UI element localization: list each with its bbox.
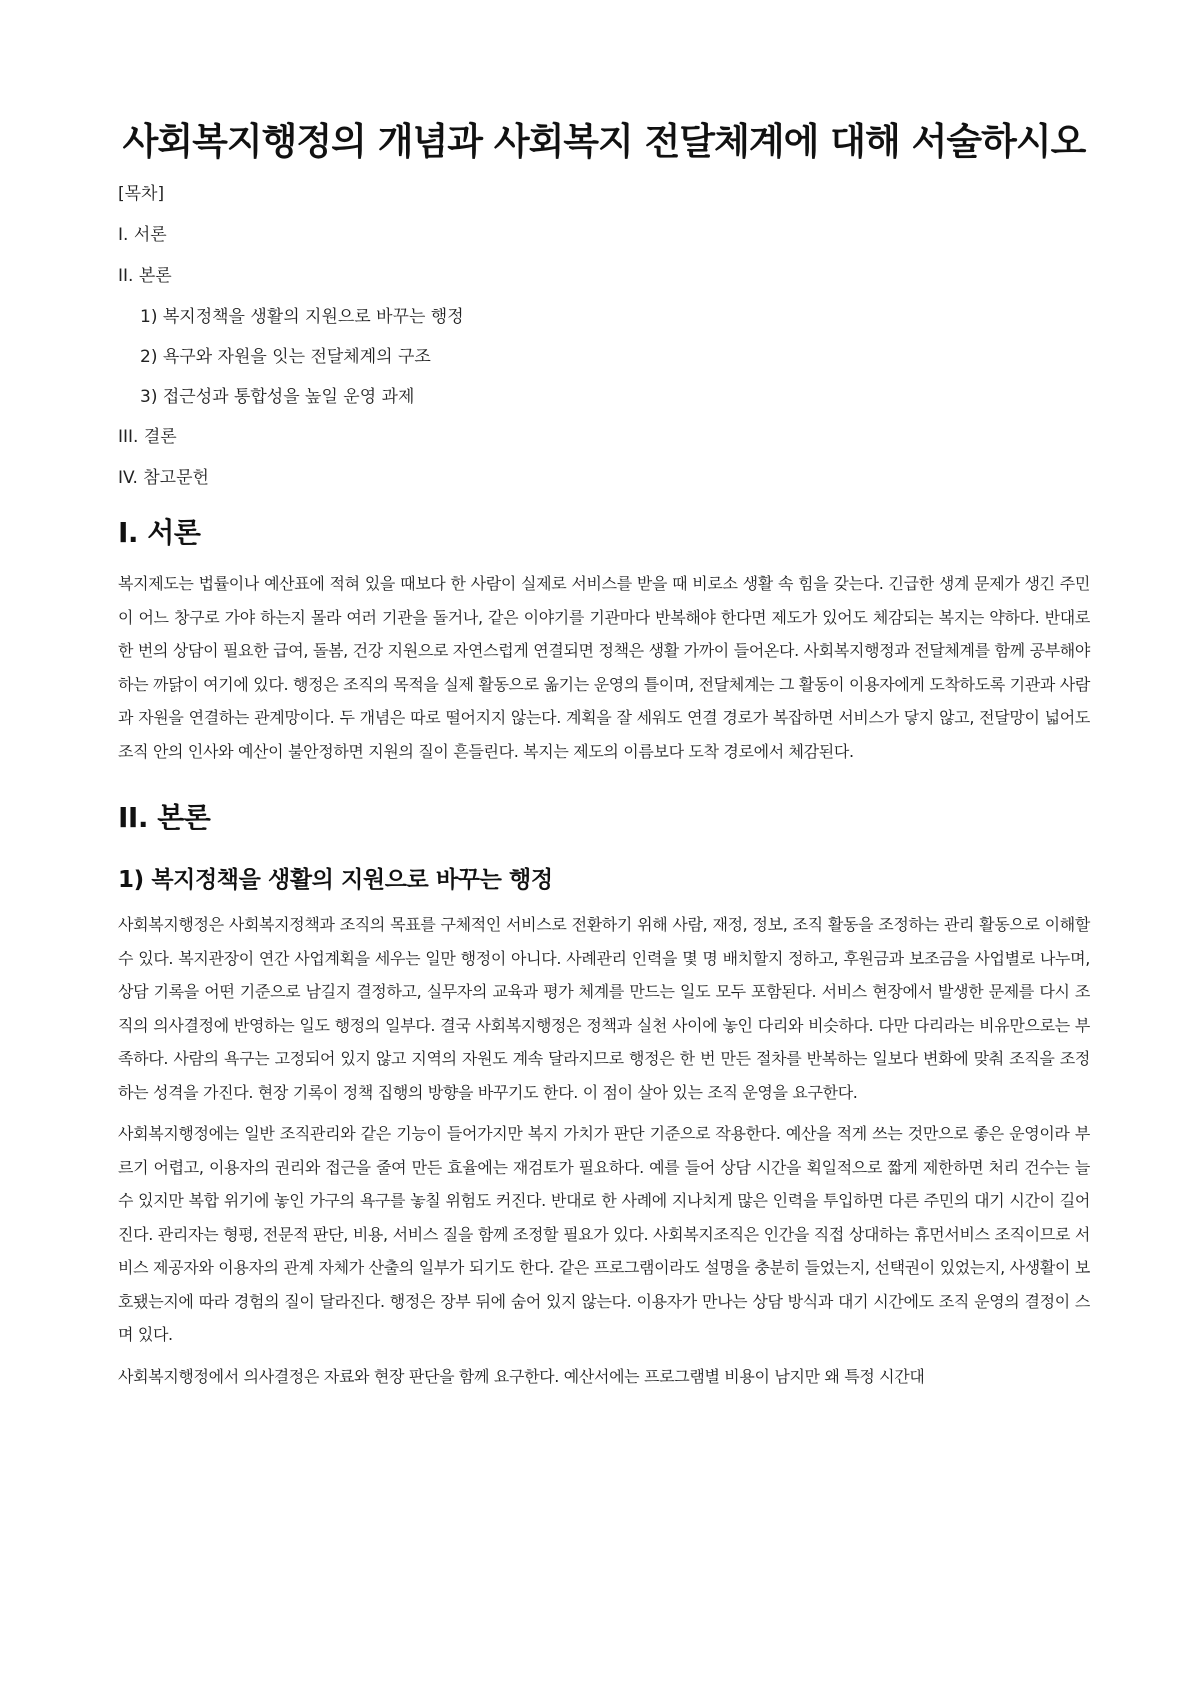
toc-item-conclusion: III. 결론 <box>118 427 177 447</box>
section-heading-intro: I. 서론 <box>118 516 201 549</box>
section-body <box>118 800 1090 1393</box>
toc-subitem-2: 2) 욕구와 자원을 잇는 전달체계의 구조 <box>140 347 431 367</box>
toc-item-body: II. 본론 <box>118 266 172 286</box>
toc-subitem-3: 3) 접근성과 통합성을 높일 운영 과제 <box>140 387 415 407</box>
toc-item-intro: I. 서론 <box>118 225 167 245</box>
section-heading-body: II. 본론 <box>118 801 211 834</box>
document-title: 사회복지행정의 개념과 사회복지 전달체계에 대해 서술하시오 <box>122 120 1086 163</box>
body-paragraph: 사회복지행정에는 일반 조직관리와 같은 기능이 들어가지만 복지 가치가 판단 기준으로 작용한다. 예산을 적게 쓰는 것만으로 좋은 운영이라 부르기 어렵고, 이용자의 권리와 접근을 줄여 만든 효율에는 재검토가 필요하다. 예를 들어 상담 시간을 획일적으로 짧게 제한하면 처리 건수는 늘 수 있지만 복합 위기에 놓인 가구의 욕구를 놓칠 위험도 커진다. 반대로 한 사례에 지나치게 많은 인력을 투입하면 다른 주민의 대기 시간이 길어진다. 관리자는 형평, 전문적 판단, 비용, 서비스 질을 함께 조정할 필요가 있다. 사회복지조직은 인간을 직접 상대하는 휴먼서비스 조직이므로 서비스 제공자와 이용자의 관계 자체가 산출의 일부가 되기도 한다. 같은 프로그램이라도 설명을 충분히 들었는지, 선택권이 있었는지, 사생활이 보호됐는지에 따라 경험의 질이 달라진다. 행정은 장부 뒤에 숨어 있지 않는다. 이용자가 만나는 상담 방식과 대기 시간에도 조직 운영의 결정이 스며 있다. <box>118 1124 1090 1344</box>
subsection-heading-1: 1) 복지정책을 생활의 지원으로 바꾸는 행정 <box>118 867 553 893</box>
section-intro <box>118 515 1090 768</box>
toc-heading: [목차] <box>118 184 165 204</box>
toc-item-references: IV. 참고문헌 <box>118 468 209 488</box>
body-paragraph: 사회복지행정에서 의사결정은 자료와 현장 판단을 함께 요구한다. 예산서에는 프로그램별 비용이 남지만 왜 특정 시간대 <box>118 1366 925 1386</box>
body-paragraph: 사회복지행정은 사회복지정책과 조직의 목표를 구체적인 서비스로 전환하기 위해 사람, 재정, 정보, 조직 활동을 조정하는 관리 활동으로 이해할 수 있다. 복지관장이 연간 사업계획을 세우는 일만 행정이 아니다. 사례관리 인력을 몇 명 배치할지 정하고, 후원금과 보조금을 사업별로 나누며, 상담 기록을 어떤 기준으로 남길지 결정하고, 실무자의 교육과 평가 체계를 만드는 일도 모두 포함된다. 서비스 현장에서 발생한 문제를 다시 조직의 의사결정에 반영하는 일도 행정의 일부다. 결국 사회복지행정은 정책과 실천 사이에 놓인 다리와 비슷하다. 다만 다리라는 비유만으로는 부족하다. 사람의 욕구는 고정되어 있지 않고 지역의 자원도 계속 달라지므로 행정은 한 번 만든 절차를 반복하는 일보다 변화에 맞춰 조직을 조정하는 성격을 가진다. 현장 기록이 정책 집행의 방향을 바꾸기도 한다. 이 점이 살아 있는 조직 운영을 요구한다. <box>118 915 1090 1102</box>
intro-paragraph: 복지제도는 법률이나 예산표에 적혀 있을 때보다 한 사람이 실제로 서비스를 받을 때 비로소 생활 속 힘을 갖는다. 긴급한 생계 문제가 생긴 주민이 어느 창구로 가야 하는지 몰라 여러 기관을 돌거나, 같은 이야기를 기관마다 반복해야 한다면 제도가 있어도 체감되는 복지는 약하다. 반대로 한 번의 상담이 필요한 급여, 돌봄, 건강 지원으로 자연스럽게 연결되면 정책은 생활 가까이 들어온다. 사회복지행정과 전달체계를 함께 공부해야 하는 까닭이 여기에 있다. 행정은 조직의 목적을 실제 활동으로 옮기는 운영의 틀이며, 전달체계는 그 활동이 이용자에게 도착하도록 기관과 사람과 자원을 연결하는 관계망이다. 두 개념은 따로 떨어지지 않는다. 계획을 잘 세워도 연결 경로가 복잡하면 서비스가 닿지 않고, 전달망이 넓어도 조직 안의 인사와 예산이 불안정하면 지원의 질이 흔들린다. 복지는 제도의 이름보다 도착 경로에서 체감된다. <box>118 574 1090 761</box>
table-of-contents <box>118 184 1090 489</box>
toc-subitem-1: 1) 복지정책을 생활의 지원으로 바꾸는 행정 <box>140 307 464 327</box>
